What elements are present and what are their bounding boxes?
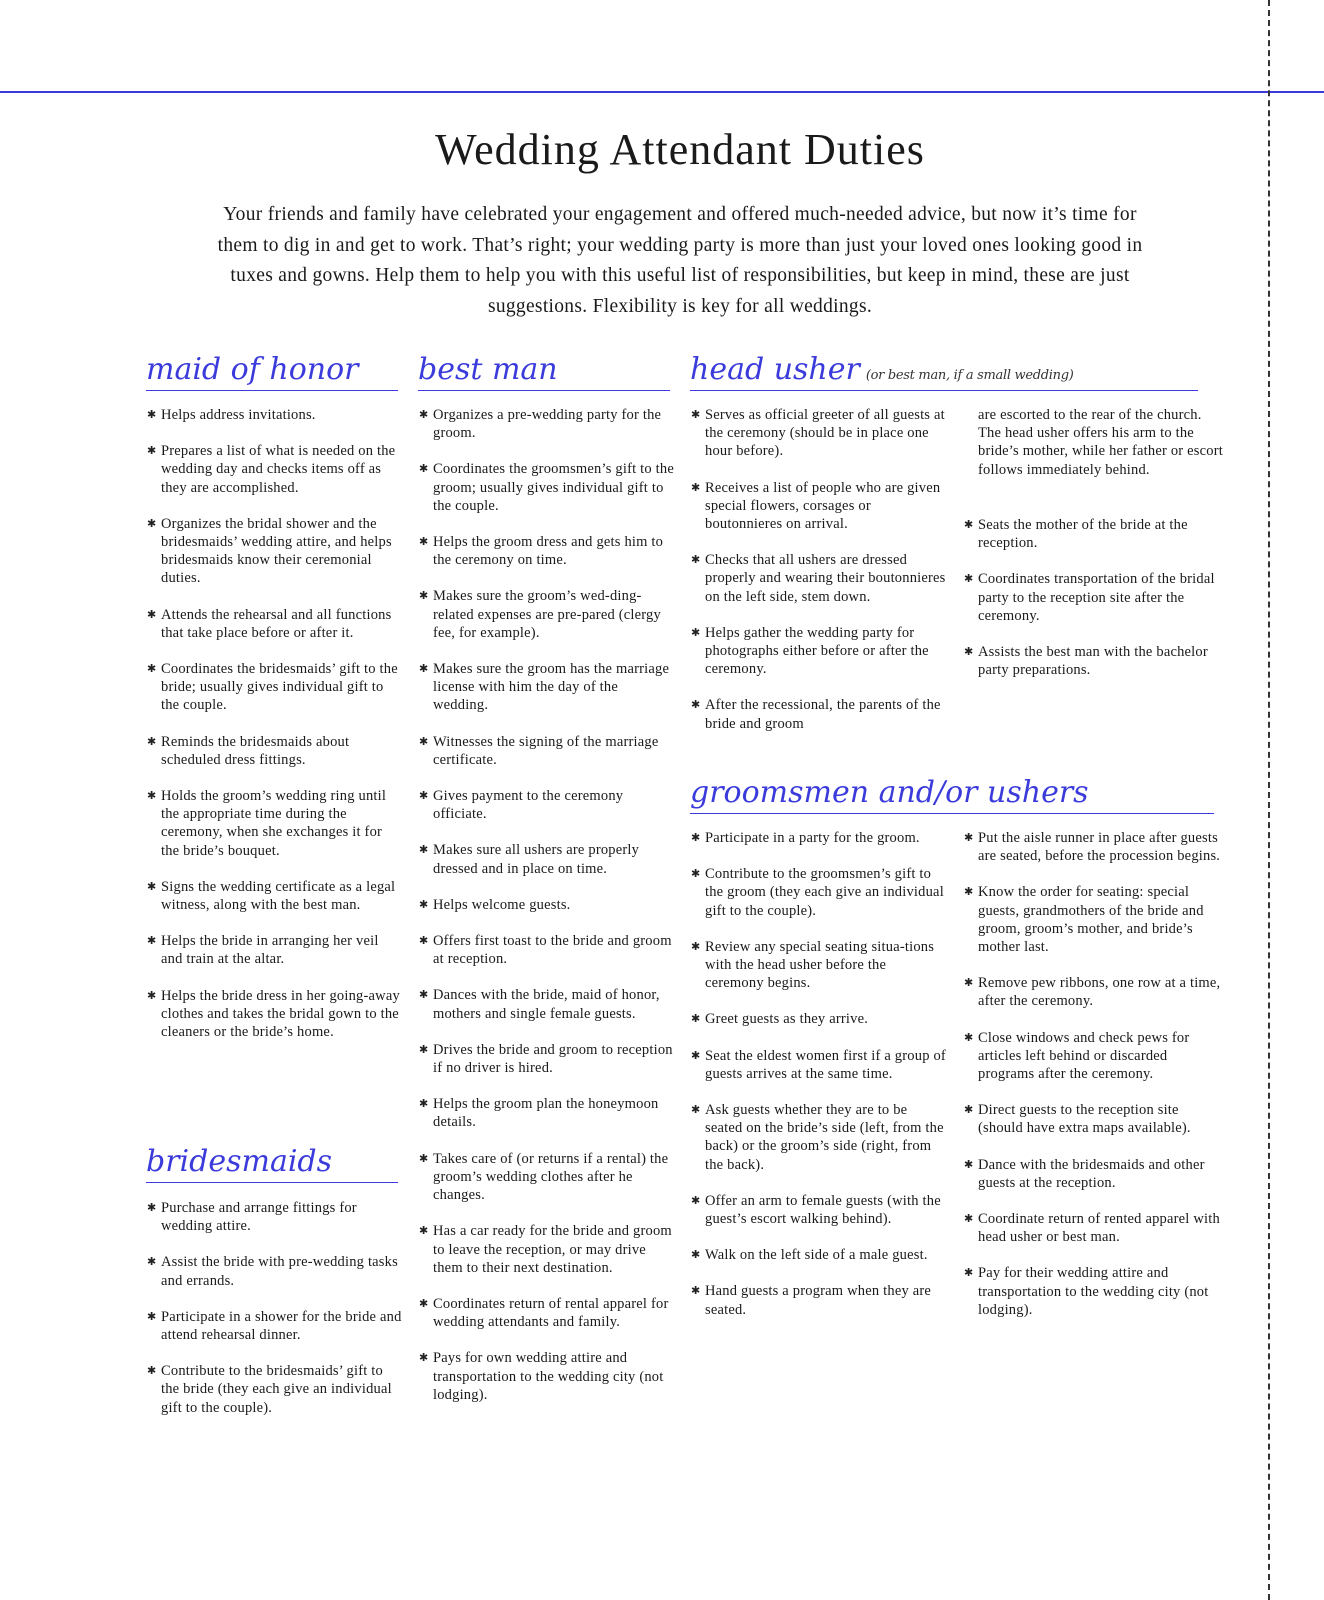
list-item: ✱ Hand guests a program when they are seated. — [691, 1282, 947, 1318]
list-item: ✱ Pays for own wedding attire and transportation to the wedding city (not lodging). — [419, 1349, 675, 1404]
heading-groomsmen — [690, 773, 1214, 814]
list-item: ✱ Assists the best man with the bachelor party preparations. — [964, 643, 1224, 679]
list-item: ✱ Offers first toast to the bride and groom at reception. — [419, 932, 675, 968]
list-item: ✱ Coordinate return of rented apparel with head usher or best man. — [964, 1210, 1224, 1246]
list-item: ✱ Helps welcome guests. — [419, 896, 675, 914]
list-item: ✱ Makes sure the groom has the marriage license with him the day of the wedding. — [419, 660, 675, 715]
list-item: ✱ Assist the bride with pre-wedding tasks and errands. — [147, 1253, 403, 1289]
list-item: ✱ Coordinates the bridesmaids’ gift to the bride; usually gives individual gift to the couple. — [147, 660, 403, 715]
list-item: ✱ Serves as official greeter of all guests at the ceremony (should be in place one hour before). — [691, 406, 947, 461]
list-item: ✱ Direct guests to the reception site (should have extra maps available). — [964, 1101, 1224, 1137]
list-groomsmen-col2 — [964, 829, 1224, 1337]
list-item: ✱ Purchase and arrange fittings for wedding attire. — [147, 1199, 403, 1235]
list-item: ✱ Helps address invitations. — [147, 406, 403, 424]
list-item: ✱ Dances with the bride, maid of honor, mothers and single female guests. — [419, 986, 675, 1022]
list-item-continued: are escorted to the rear of the church. The head usher offers his arm to the bride’s mother, while her father or escort follows immediately behind. — [978, 407, 1223, 478]
list-item: ✱ After the recessional, the parents of the bride and groom — [691, 696, 947, 732]
heading-text: groomsmen and/or ushers — [690, 775, 1089, 810]
list-head-usher-col2 — [964, 406, 1224, 497]
list-item: ✱ Pay for their wedding attire and transportation to the wedding city (not lodging). — [964, 1264, 1224, 1319]
list-item: ✱ Attends the rehearsal and all functions that take place before or after it. — [147, 606, 403, 642]
list-best-man — [419, 406, 675, 1422]
list-item: ✱ Helps the groom plan the honeymoon details. — [419, 1095, 675, 1131]
list-item: ✱ Gives payment to the ceremony officiate. — [419, 787, 675, 823]
heading-note: (or best man, if a small wedding) — [865, 368, 1074, 383]
list-item: ✱ Signs the wedding certificate as a legal witness, along with the best man. — [147, 878, 403, 914]
heading-head-usher — [690, 350, 1198, 391]
list-item: ✱ Walk on the left side of a male guest. — [691, 1246, 947, 1264]
list-item: ✱ Close windows and check pews for articles left behind or discarded programs after the ceremony. — [964, 1029, 1224, 1084]
list-item: ✱ Receives a list of people who are given special flowers, corsages or boutonnieres on arrival. — [691, 479, 947, 534]
list-item: ✱ Put the aisle runner in place after guests are seated, before the procession begins. — [964, 829, 1224, 865]
list-head-usher-col1 — [691, 406, 947, 751]
list-item: ✱ Helps the bride in arranging her veil and train at the altar. — [147, 932, 403, 968]
list-item: ✱ Organizes the bridal shower and the bridesmaids’ wedding attire, and helps bridesmaids know their ceremonial duties. — [147, 515, 403, 588]
list-item: ✱ Reminds the bridesmaids about scheduled dress fittings. — [147, 733, 403, 769]
list-item: ✱ Review any special seating situa-tions with the head usher before the ceremony begins. — [691, 938, 947, 993]
top-rule — [0, 91, 1324, 93]
list-bridesmaids — [147, 1199, 403, 1435]
list-item: ✱ Seat the eldest women first if a group of guests arrives at the same time. — [691, 1047, 947, 1083]
list-item: ✱ Participate in a shower for the bride and attend rehearsal dinner. — [147, 1308, 403, 1344]
list-item: ✱ Dance with the bridesmaids and other guests at the reception. — [964, 1156, 1224, 1192]
list-item: ✱ Makes sure all ushers are properly dressed and in place on time. — [419, 841, 675, 877]
list-item: ✱ Makes sure the groom’s wed-ding-related expenses are pre-pared (clergy fee, for example). — [419, 587, 675, 642]
list-item: ✱ Drives the bride and groom to reception if no driver is hired. — [419, 1041, 675, 1077]
list-item: ✱ Organizes a pre-wedding party for the groom. — [419, 406, 675, 442]
list-item: ✱ Checks that all ushers are dressed properly and wearing their boutonnieres on the left side, stem down. — [691, 551, 947, 606]
page-title: Wedding Attendant Duties — [435, 125, 925, 174]
list-item: ✱ Prepares a list of what is needed on the wedding day and checks items off as they are accomplished. — [147, 442, 403, 497]
list-head-usher-col2-items — [964, 516, 1224, 697]
list-item: ✱ Offer an arm to female guests (with the guest’s escort walking behind). — [691, 1192, 947, 1228]
list-item: ✱ Coordinates the groomsmen’s gift to the groom; usually gives individual gift to the couple. — [419, 460, 675, 515]
list-item: ✱ Seats the mother of the bride at the reception. — [964, 516, 1224, 552]
list-item: ✱ Helps the bride dress in her going-away clothes and takes the bridal gown to the cleaners or the bride’s home. — [147, 987, 403, 1042]
cut-line — [1268, 0, 1270, 1600]
list-item: ✱ Remove pew ribbons, one row at a time, after the ceremony. — [964, 974, 1224, 1010]
list-item: ✱ Holds the groom’s wedding ring until the appropriate time during the ceremony, when she exchanges it for the bride’s bouquet. — [147, 787, 403, 860]
list-item: ✱ Ask guests whether they are to be seated on the bride’s side (left, from the back) or the groom’s side (right, from the back). — [691, 1101, 947, 1174]
list-groomsmen-col1 — [691, 829, 947, 1337]
intro-paragraph: Your friends and family have celebrated your engagement and offered much-needed advice, but now it’s time for them to dig in and get to work. That’s right; your wedding party is more than just your loved ones looking good in tuxes and gowns. Help them to help you with this useful list of responsibilities, but keep in mind, these are just suggestions. Flexibility is key for all weddings. — [217, 204, 1143, 317]
heading-maid-of-honor — [146, 350, 398, 391]
list-item: ✱ Contribute to the bridesmaids’ gift to the bride (they each give an individual gift to the couple). — [147, 1362, 403, 1417]
heading-text: best man — [418, 352, 558, 387]
list-item: ✱ Witnesses the signing of the marriage certificate. — [419, 733, 675, 769]
list-item: ✱ Participate in a party for the groom. — [691, 829, 947, 847]
list-item: ✱ Know the order for seating: special guests, grandmothers of the bride and groom, groom’s mother, and bride’s mother last. — [964, 883, 1224, 956]
heading-text: maid of honor — [146, 352, 359, 387]
list-item: ✱ Coordinates return of rental apparel for wedding attendants and family. — [419, 1295, 675, 1331]
heading-best-man — [418, 350, 670, 391]
list-maid-of-honor — [147, 406, 403, 1059]
list-item: ✱ Greet guests as they arrive. — [691, 1010, 947, 1028]
heading-bridesmaids — [146, 1142, 398, 1183]
heading-text: head usher — [690, 352, 860, 387]
list-item: ✱ Helps the groom dress and gets him to the ceremony on time. — [419, 533, 675, 569]
list-item: ✱ Has a car ready for the bride and groom to leave the reception, or may drive them to their next destination. — [419, 1222, 675, 1277]
heading-text: bridesmaids — [146, 1144, 333, 1179]
list-item: ✱ Contribute to the groomsmen’s gift to the groom (they each give an individual gift to the couple). — [691, 865, 947, 920]
list-item: ✱ Helps gather the wedding party for photographs either before or after the ceremony. — [691, 624, 947, 679]
list-item: ✱ Takes care of (or returns if a rental) the groom’s wedding clothes after he changes. — [419, 1150, 675, 1205]
list-item: ✱ Coordinates transportation of the bridal party to the reception site after the ceremony. — [964, 570, 1224, 625]
